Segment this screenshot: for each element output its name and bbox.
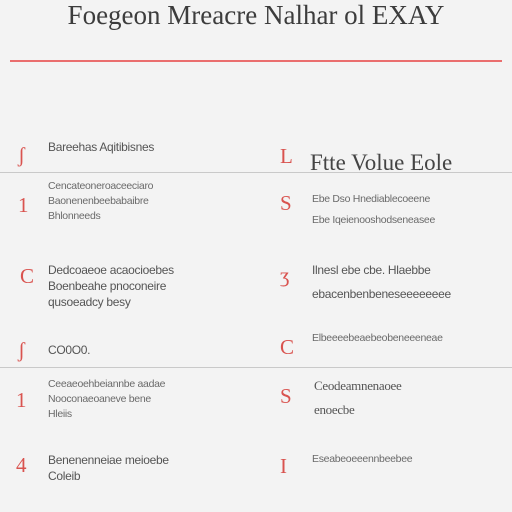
- item-marker: ʃ: [18, 338, 25, 362]
- item-marker: C: [20, 264, 35, 288]
- list-item: Benenenneiae meioebe Coleib: [48, 453, 169, 483]
- right-column-title: Ftte Volue Eole: [310, 150, 453, 175]
- list-item: Elbeeeebeaebeobeneeeneae: [312, 332, 443, 344]
- divider: [0, 367, 512, 368]
- list-item: CO0O0.: [48, 343, 91, 357]
- list-item: Ceeaeoehbeiannbe aadae Nooconaeoaneve bene Hleiis: [48, 378, 166, 420]
- right-header-marker: L: [280, 144, 293, 168]
- item-marker: S: [280, 384, 292, 408]
- item-marker: S: [280, 191, 292, 215]
- item-marker: 1: [18, 193, 29, 217]
- item-marker: ʃ: [18, 143, 25, 167]
- item-marker: 1: [16, 388, 27, 412]
- list-item: Ebe Dso Hnediablecoeene Ebe Iqeienooshodseneasee: [312, 193, 435, 226]
- item-marker: ʒ: [280, 263, 290, 287]
- item-marker: 4: [16, 453, 27, 477]
- item-marker: C: [280, 335, 295, 359]
- item-marker: I: [280, 454, 287, 478]
- list-item: Ceodeamnenaoee enoecbe: [314, 378, 402, 417]
- list-item: Dedcoaeoe acaocioebes Boenbeahe pnoconeire qusoeadcy besy: [48, 263, 174, 309]
- title-divider: [10, 60, 502, 62]
- list-item: Eseabeoeeennbeebee: [312, 453, 413, 465]
- list-item: Ilnesl ebe cbe. Hlaebbe ebacenbenbeneseeeeeeee: [312, 263, 451, 301]
- list-item: Bareehas Aqitibisnes: [48, 140, 155, 154]
- list-item: Cencateoneroaceeciaro Baonenenbeebabaibre Bhlonneeds: [48, 180, 154, 222]
- page-title: Foegeon Mreacre Nalhar ol EXAY: [67, 0, 445, 30]
